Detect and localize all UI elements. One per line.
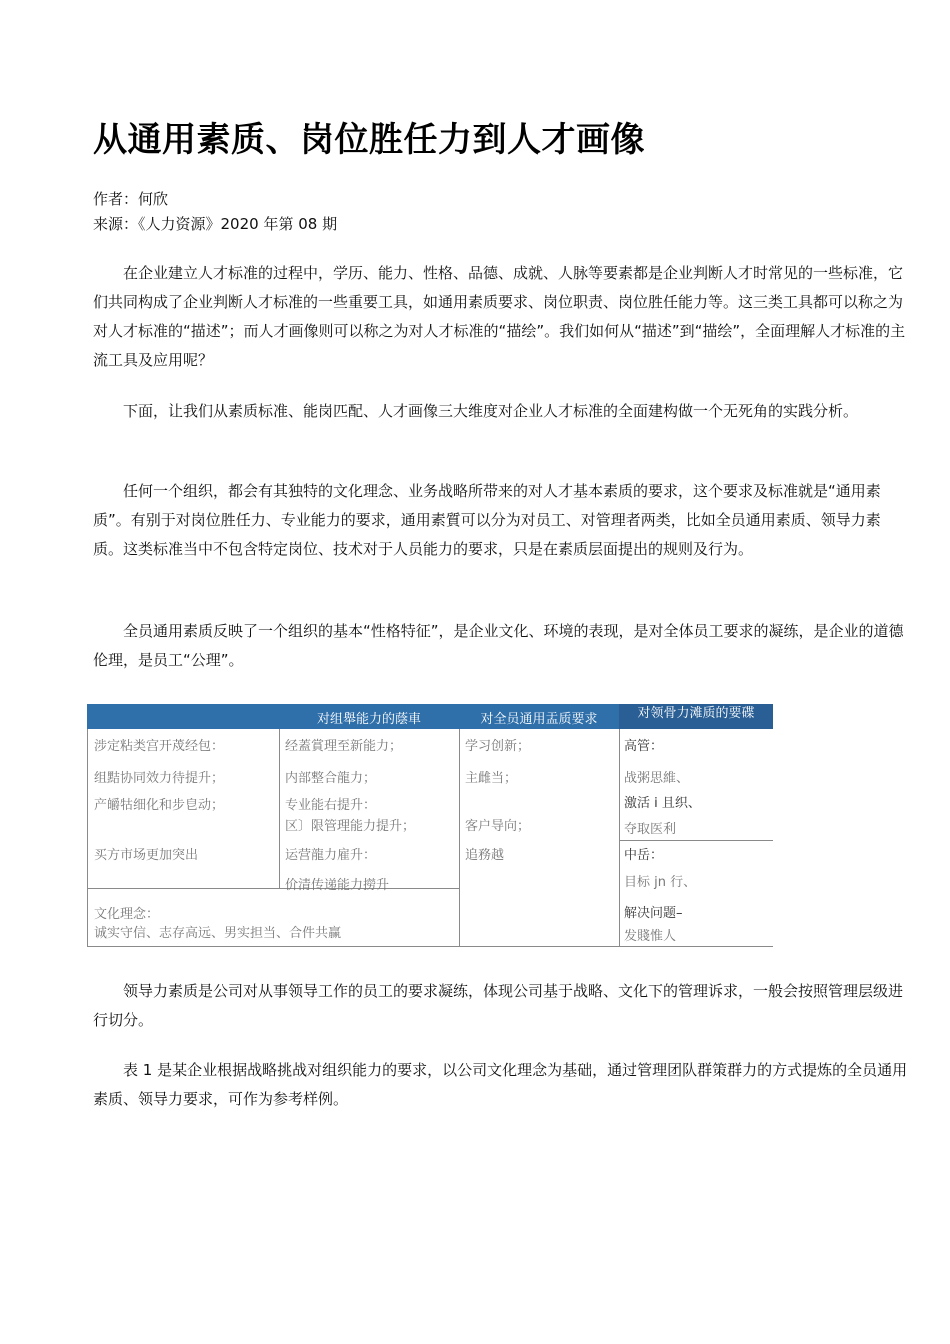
paragraph: 任何一个组织，都会有其独特的文化理念、业务战略所带来的对人才基本素质的要求，这个要求及标准就是“通用素质”。有别于对岗位胜任力、专业能力的要求，通用素質可以分为对员工、对管理者两类，比如全员通用素质、领导力素质。这类标准当中不包含特定岗位、技术对于人员能力的要求，只是在素质层面提出的规则及行为。 xyxy=(93,482,881,558)
paragraph: 下面，让我们从素质标准、能岗匹配、人才画像三大维度对企业人才标准的全面建构做一个无死角的实践分析。 xyxy=(123,402,859,420)
table-cell: 目标 jn 行、 xyxy=(624,875,697,890)
table-cell: 内部整合龍力； xyxy=(285,771,377,786)
table-cell: 组黠协同效力待提升； xyxy=(94,771,225,786)
table-cell: 学习创新； xyxy=(465,739,531,754)
table-cell: 高管： xyxy=(624,739,664,754)
table-header-cell: 对领骨力滩质的要碟 xyxy=(619,704,773,729)
table-cell: 中岳： xyxy=(624,848,664,863)
table-header-cell: 对组舉能力的蔭車 xyxy=(316,712,421,727)
table-rule xyxy=(619,840,773,841)
competency-table xyxy=(87,704,773,947)
author-line: 作者：何欣 xyxy=(93,190,169,208)
table-cell: 区〕限管理能力提升； xyxy=(285,819,416,834)
table-rule xyxy=(87,888,459,889)
culture-text: 诚实守信、志存高远、男实担当、合件共赢 xyxy=(94,926,342,941)
paragraph: 表 1 是某企业根据战略挑战对组织能力的要求，以公司文化理念为基础，通过管理团队群策群力的方式提炼的全员通用素质、领导力要求，可作为参考样例。 xyxy=(93,1061,908,1108)
article-title: 从通用素质、岗位胜任力到人才画像 xyxy=(93,120,645,160)
table-cell: 买方市场更加突出 xyxy=(94,848,199,863)
table-cell: 战粥思維、 xyxy=(624,771,690,786)
table-cell: 产皭牯细化和步皀动； xyxy=(94,798,225,813)
table-cell: 追務越 xyxy=(465,848,505,863)
paragraph: 全员通用素质反映了一个组织的基本“性格特征”，是企业文化、环境的表现，是对全体员工要求的凝练，是企业的道德伦理，是员工“公理”。 xyxy=(93,622,904,669)
table-cell: 运营龍力雇升： xyxy=(285,848,377,863)
table-rule xyxy=(279,729,280,889)
table-rule xyxy=(87,729,88,947)
table-rule xyxy=(619,729,620,947)
table-cell: 主雌当； xyxy=(465,771,518,786)
table-cell: 经蓋賞理至新能力； xyxy=(285,739,403,754)
table-header-row xyxy=(87,704,773,729)
table-header-cell: 对全员通用盂质要求 xyxy=(480,712,598,727)
table-cell: 发賤惟人 xyxy=(624,929,677,944)
table-cell: 客户导向； xyxy=(465,819,531,834)
table-rule xyxy=(459,729,460,947)
table-cell: 激活 i 且织、 xyxy=(624,796,701,811)
table-cell: 夺取医利 xyxy=(624,822,677,837)
table-cell: 解决问题– xyxy=(624,906,683,921)
table-cell: 涉定粘类宫开荗经包： xyxy=(94,739,225,754)
table-cell: 价清传递能力撈升 xyxy=(285,878,390,893)
table-cell: 专业能右提升： xyxy=(285,798,377,813)
paragraph: 在企业建立人才标准的过程中，学历、能力、性格、品德、成就、人脉等要素都是企业判断人才时常见的一些标准，它们共同构成了企业判断人才标准的一些重要工具，如通用素质要求、岗位职责、岗位胜任能力等。这三类工具都可以称之为对人才标准的“描述”；而人才画像则可以称之为对人才标准的“描绘”。我们如何从“描述”到“描绘”，全面理解人才标准的主流工具及应用呢？ xyxy=(93,264,906,369)
source-line: 来源：《人力资源》2020 年第 08 期 xyxy=(93,215,338,233)
paragraph: 领导力素质是公司对从事领导工作的员工的要求凝练，体现公司基于战略、文化下的管理诉求，一般会按照管理层级进行切分。 xyxy=(93,982,904,1029)
table-rule xyxy=(87,946,773,947)
culture-label: 文化理念： xyxy=(94,907,160,922)
